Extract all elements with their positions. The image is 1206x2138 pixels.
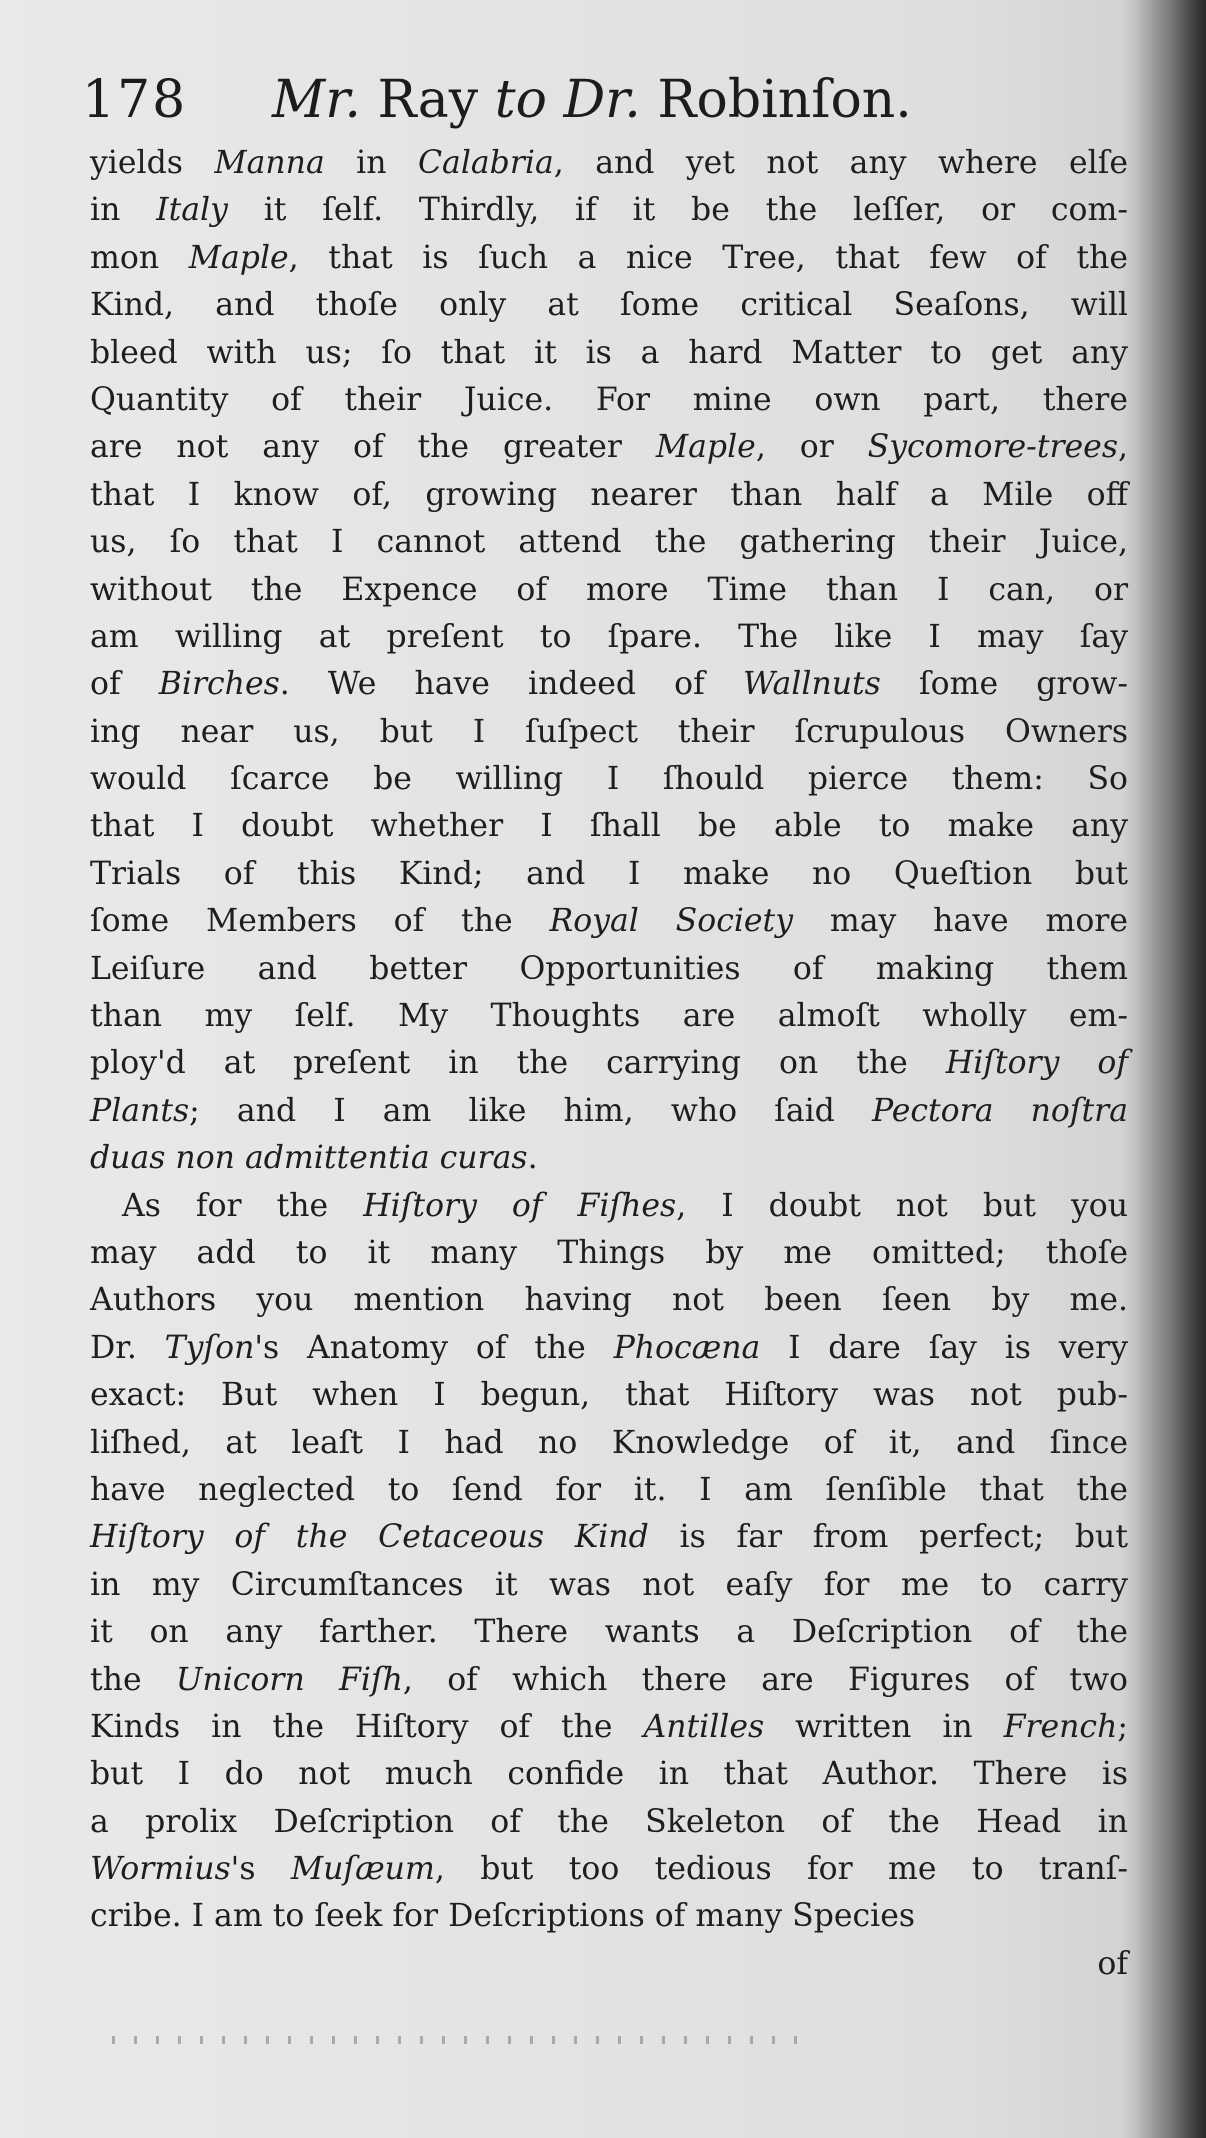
print-smudge [112,2036,812,2044]
text-run: that I doubt whether I ſhall be able to make any [90,808,1128,845]
text-line [90,993,1128,1040]
text-run: than my ſelf. My Thoughts are almoſt wholly em- [90,998,1128,1035]
text-line [90,519,1128,566]
text-line [90,1657,1128,1704]
text-line [90,1562,1128,1609]
text-line [90,1751,1128,1798]
text-line [90,424,1128,471]
text-run: , and yet not any where elſe [553,145,1128,181]
italic-text-run: Wallnuts [742,666,881,703]
text-run: may have more [793,903,1128,940]
text-run: As for the [122,1187,364,1224]
text-run: have neglected to ſend for it. I am ſenſible that the [90,1471,1128,1508]
text-line [90,898,1128,945]
text-line [90,1467,1128,1514]
text-line [90,946,1128,993]
italic-text-run: Phocæna [613,1329,761,1366]
italic-text-run: Maple [188,239,289,276]
text-run: a prolix Deſcription of the Skeleton of the Head in [90,1803,1128,1840]
title-to: to [494,70,547,130]
text-run: are not any of the greater [90,429,656,466]
text-line [90,756,1128,803]
text-run: yields [90,145,215,181]
text-run: us, ſo that I cannot attend the gathering their Juice, [90,524,1128,561]
text-run: Kinds in the Hiſtory of the [90,1708,644,1745]
text-run: Kind, and thoſe only at ſome critical Seaſons, will [90,287,1128,324]
text-line [90,1704,1128,1751]
text-line [90,140,1128,187]
text-run: , but too tedious for me to tranſ- [434,1851,1128,1888]
title-ray: Ray [360,70,495,130]
text-line [90,1420,1128,1467]
text-line [90,803,1128,850]
text-line [90,851,1128,898]
italic-text-run: Hiſtory of Fiſhes [363,1187,677,1224]
text-run: is far from perfect; but [648,1519,1128,1556]
running-title [272,70,912,130]
text-run: , I doubt not but you [676,1187,1128,1224]
italic-text-run: Antilles [643,1708,765,1745]
text-line [90,661,1128,708]
italic-text-run: Hiſtory of the Cetaceous Kind [90,1519,649,1556]
text-run: 's [230,1851,291,1888]
text-run: ; [1117,1708,1128,1745]
text-line [90,1040,1128,1087]
italic-text-run: duas non admittentia curas [90,1140,528,1177]
text-run: liſhed, at leaſt I had no Knowledge of it, and ſince [90,1424,1128,1461]
italic-text-run: Manna [214,145,325,181]
text-run: . We have indeed of [279,666,743,703]
letter-body-text [90,140,1128,1988]
text-run: Dr. [90,1329,165,1366]
text-line [90,235,1128,282]
italic-text-run: Pectora noſtra [871,1092,1128,1129]
title-dr: Dr. [546,70,641,130]
text-run: ploy'd at preſent in the carrying on the [90,1045,946,1082]
text-run: Quantity of their Juice. For mine own part, there [90,381,1128,418]
text-run: but I do not much confide in that Author. There is [90,1756,1128,1793]
text-run: bleed with us; ſo that it is a hard Matter to get any [90,334,1128,371]
italic-text-run: Royal Society [549,903,794,940]
page-number: 178 [82,70,188,130]
italic-text-run: Unicorn Fiſh [175,1661,403,1698]
text-line [90,1372,1128,1419]
text-run: it on any farther. There wants a Deſcription of the [90,1614,1128,1651]
text-run: cribe. I am to ſeek for Deſcriptions of many Species [90,1898,916,1935]
running-header [82,58,1102,148]
text-run: written in [764,1708,1004,1745]
text-run: would ſcarce be willing I ſhould pierce them: So [90,761,1128,798]
text-run: exact: But when I begun, that Hiſtory was not pub- [90,1377,1128,1414]
text-line [90,187,1128,234]
text-run: Trials of this Kind; and I make no Queſtion but [90,855,1128,892]
text-line [90,1799,1128,1846]
italic-text-run: Muſæum [290,1851,435,1888]
text-run: ſome Members of the [90,903,550,940]
text-run: in [90,192,157,229]
text-run: Leiſure and better Opportunities of making them [90,950,1128,987]
text-line [90,1846,1128,1893]
text-line [90,567,1128,614]
text-run: 's Anatomy of the [254,1329,614,1366]
italic-text-run: Hiſtory of [945,1045,1129,1082]
italic-text-run: Sycomore-trees [867,429,1118,466]
text-line [90,1183,1128,1230]
text-run: ſome grow- [880,666,1128,703]
text-run: , [1117,429,1128,466]
text-run: . [527,1140,538,1177]
italic-text-run: Tyſon [164,1329,255,1366]
text-run: mon [90,239,189,276]
text-run: the [90,1661,176,1698]
gutter-shadow [1136,0,1206,2138]
italic-text-run: Plants [90,1092,190,1129]
text-run: , that is ſuch a nice Tree, that few of the [288,239,1128,276]
text-run: am willing at preſent to ſpare. The like I may ſay [90,618,1128,655]
text-run: in my Circumſtances it was not eaſy for me to carry [90,1566,1128,1603]
italic-text-run: Wormius [90,1851,231,1888]
text-line [90,1893,1128,1940]
title-robinson: Robinſon. [640,70,912,130]
text-run: ; and I am like him, who ſaid [189,1092,872,1129]
italic-text-run: Italy [156,192,228,229]
text-line [90,1609,1128,1656]
text-run: in [324,145,418,181]
text-run: it ſelf. Thirdly, if it be the leſſer, or com- [227,192,1129,229]
italic-text-run: Maple [655,429,756,466]
text-run: ing near us, but I ſuſpect their ſcrupulous Owners [90,713,1128,750]
text-run: Authors you mention having not been ſeen by me. [90,1282,1128,1319]
text-run: , of which there are Figures of two [402,1661,1128,1698]
text-run: without the Expence of more Time than I can, or [90,571,1128,608]
text-line [90,1514,1128,1561]
text-run: of [90,666,159,703]
catchword: of [1097,1945,1128,1982]
text-line [90,377,1128,424]
text-line [90,1135,1128,1182]
text-line [90,472,1128,519]
text-line [90,1230,1128,1277]
text-line [90,282,1128,329]
text-run: , or [755,429,868,466]
text-line [90,614,1128,661]
text-line [90,1325,1128,1372]
title-mr: Mr. [272,70,361,130]
text-run: that I know of, growing nearer than half a Mile off [90,476,1128,513]
text-line [90,1088,1128,1135]
italic-text-run: French [1003,1708,1118,1745]
text-line [90,709,1128,756]
text-run: I dare ſay is very [760,1329,1128,1366]
text-line [90,330,1128,377]
text-line [90,1277,1128,1324]
text-run: may add to it many Things by me omitted; thoſe [90,1234,1128,1271]
italic-text-run: Calabria [417,145,554,181]
italic-text-run: Birches [158,666,280,703]
